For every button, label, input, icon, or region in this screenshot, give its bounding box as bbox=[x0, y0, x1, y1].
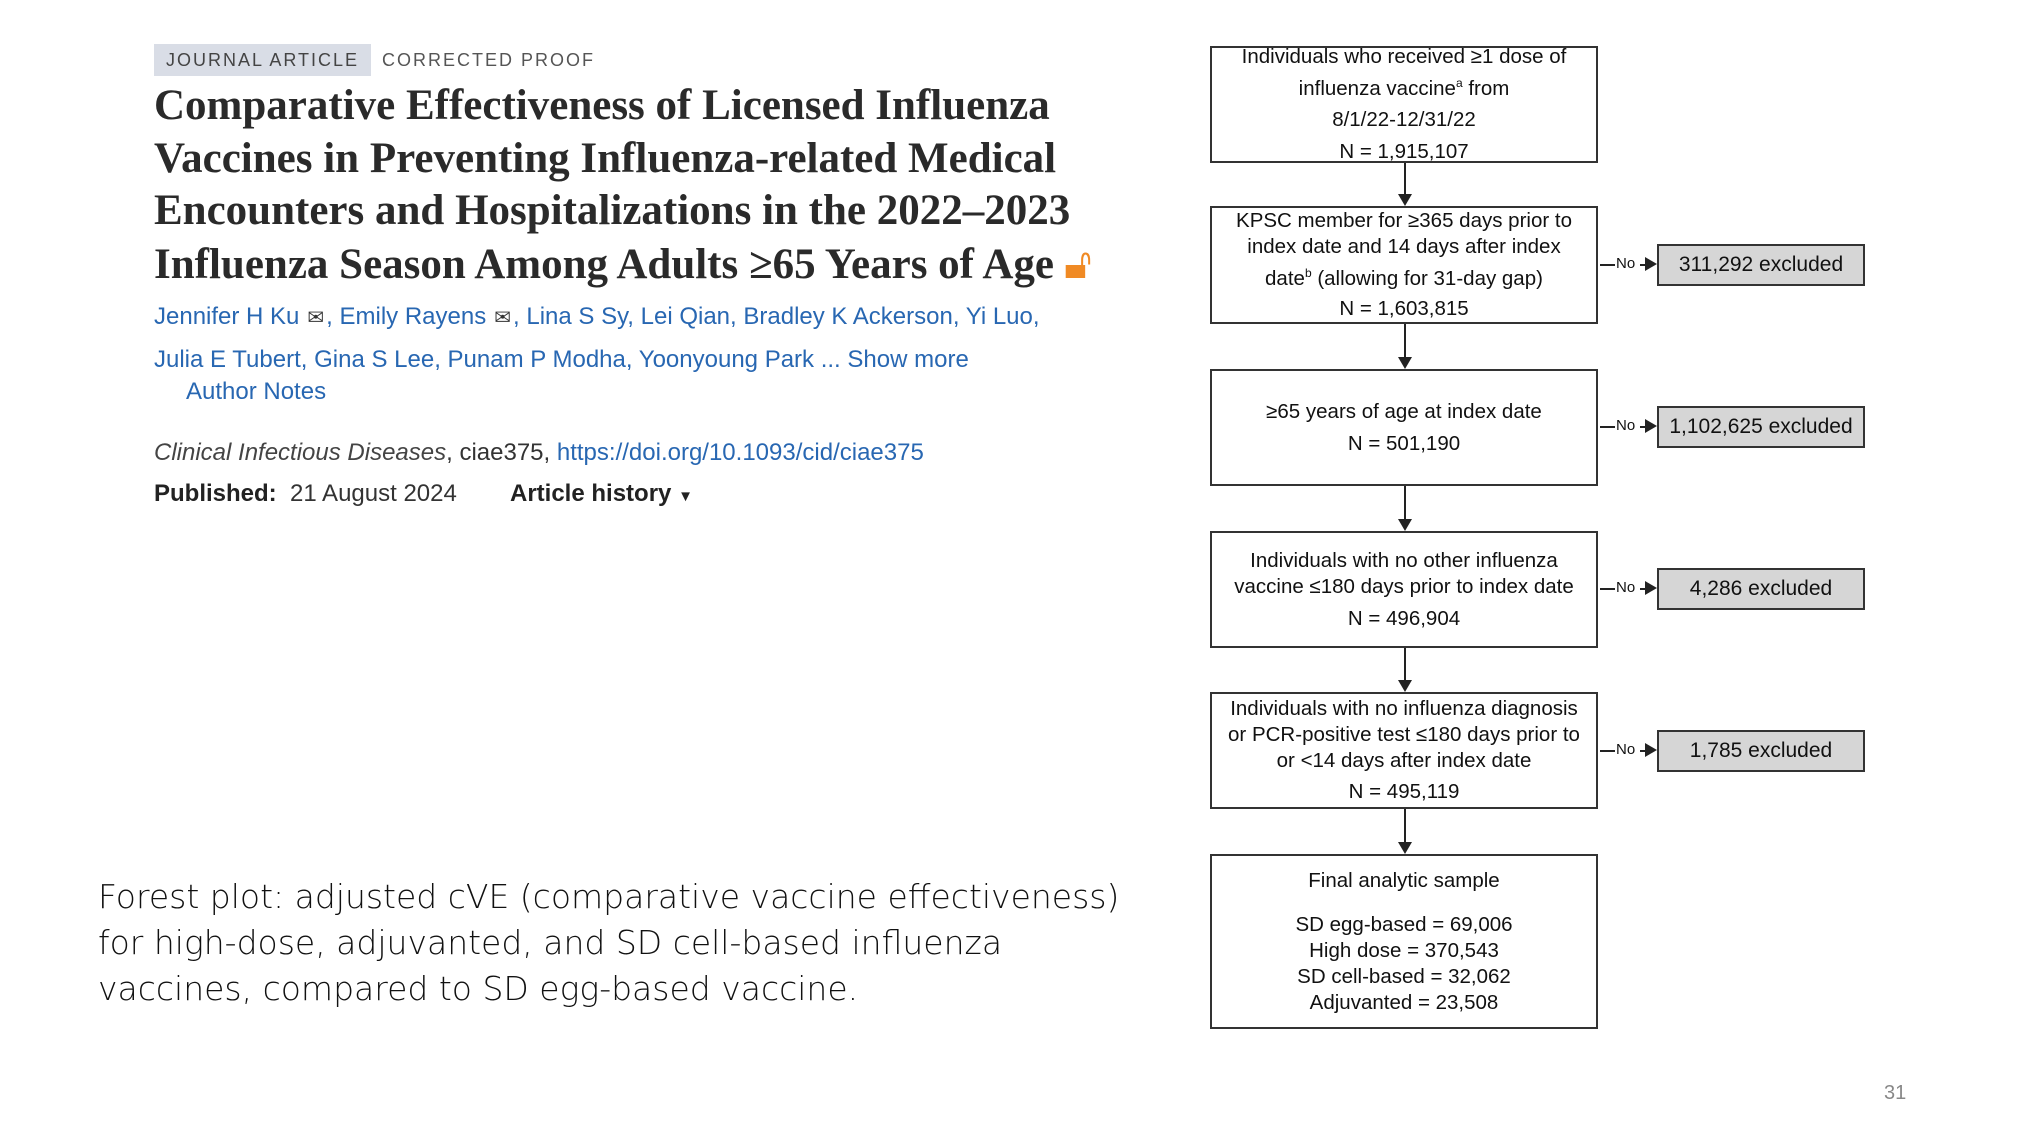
arrow-down-icon bbox=[1398, 194, 1412, 206]
slide-caption: Forest plot: adjusted cVE (comparative vaccine effectiveness) for high-dose, adjuvanted, and SD cell-based influenza vaccines, compared to SD egg-based vaccine. bbox=[98, 877, 1120, 1008]
connector-line bbox=[1404, 486, 1406, 519]
envelope-icon[interactable]: ✉ bbox=[494, 307, 511, 329]
box-text: influenza vaccine$^a$ from bbox=[1298, 75, 1510, 100]
no-connector: No bbox=[1600, 416, 1657, 436]
author-link[interactable]: Lei Qian bbox=[640, 303, 731, 330]
no-connector: No bbox=[1600, 740, 1657, 760]
author-link[interactable]: Jennifer H Ku bbox=[154, 303, 300, 330]
arrow-right-icon bbox=[1645, 743, 1657, 757]
title-line: Encounters and Hospitalizations in the 2022–2023 bbox=[154, 187, 1071, 234]
box-count: N = 495,119 bbox=[1348, 780, 1460, 803]
arrow-right-icon bbox=[1645, 419, 1657, 433]
article-id: , ciae375, bbox=[446, 439, 557, 466]
author-link[interactable]: Julia E Tubert bbox=[154, 346, 301, 373]
excluded-box: 1,102,625 excluded bbox=[1657, 406, 1865, 448]
author-notes-link[interactable]: Author Notes bbox=[186, 378, 327, 405]
connector-line bbox=[1404, 324, 1406, 357]
page-number: 31 bbox=[1884, 1082, 1907, 1104]
box-text: index date and 14 days after index bbox=[1247, 234, 1561, 258]
author-list: Jennifer H Ku ✉, Emily Rayens ✉, Lina S Sy, Lei Qian, Bradley K Ackerson, Yi Luo, Julia E Tubert, Gina S Lee, Punam P Modha, Yoonyoung Park ... Show more bbox=[154, 303, 1040, 373]
box-count: N = 1,603,815 bbox=[1339, 297, 1469, 321]
box-text: 8/1/22-12/31/22 bbox=[1332, 108, 1476, 132]
flow-box-membership bbox=[1210, 206, 1598, 324]
open-access-lock-icon: 🔓︎ bbox=[1064, 238, 1092, 289]
journal-name: Clinical Infectious Diseases bbox=[154, 439, 447, 466]
article-history-label: Article history bbox=[510, 480, 672, 507]
author-link[interactable]: Bradley K Ackerson bbox=[743, 303, 953, 330]
doi-link[interactable]: https://doi.org/10.1093/cid/ciae375 bbox=[556, 439, 924, 466]
box-text: KPSC member for ≥365 days prior to bbox=[1236, 208, 1572, 232]
author-link[interactable]: Lina S Sy bbox=[526, 303, 628, 330]
box-text: SD egg-based = 69,006 bbox=[1295, 912, 1513, 936]
box-count: N = 501,190 bbox=[1347, 431, 1461, 455]
box-count: N = 496,904 bbox=[1347, 606, 1461, 630]
box-count: N = 1,915,107 bbox=[1339, 140, 1469, 164]
box-text: Adjuvanted = 23,508 bbox=[1309, 990, 1499, 1014]
box-text: High dose = 370,543 bbox=[1309, 938, 1499, 962]
envelope-icon[interactable]: ✉ bbox=[307, 307, 325, 329]
box-text: or <14 days after index date bbox=[1276, 749, 1532, 772]
box-text: ≥65 years of age at index date bbox=[1266, 399, 1542, 423]
flow-box-age bbox=[1210, 369, 1598, 486]
published-date: 21 August 2024 bbox=[290, 480, 457, 507]
no-connector: No bbox=[1600, 578, 1657, 598]
author-link[interactable]: Yi Luo bbox=[965, 303, 1033, 330]
arrow-down-icon bbox=[1398, 357, 1412, 369]
box-text: or PCR-positive test ≤180 days prior to bbox=[1228, 723, 1580, 746]
arrow-down-icon bbox=[1398, 519, 1412, 531]
arrow-right-icon bbox=[1645, 581, 1657, 595]
box-text: Individuals with no influenza diagnosis bbox=[1230, 697, 1578, 720]
no-connector: No bbox=[1600, 254, 1657, 274]
article-title bbox=[154, 80, 1154, 291]
author-link[interactable]: Yoonyoung Park bbox=[638, 346, 815, 373]
excluded-box: 4,286 excluded bbox=[1657, 568, 1865, 610]
published-info bbox=[154, 480, 457, 508]
box-text: SD cell-based = 32,062 bbox=[1297, 964, 1511, 988]
flow-box-no-diagnosis bbox=[1210, 692, 1598, 809]
box-text: Individuals who received ≥1 dose of bbox=[1241, 44, 1567, 68]
box-title: Final analytic sample bbox=[1308, 868, 1500, 892]
excluded-box: 1,785 excluded bbox=[1657, 730, 1865, 772]
article-history-dropdown[interactable] bbox=[510, 480, 693, 508]
excluded-box: 311,292 excluded bbox=[1657, 244, 1865, 286]
title-line: Influenza Season Among Adults ≥65 Years of Age bbox=[154, 240, 1055, 288]
connector-line bbox=[1404, 809, 1406, 842]
caret-down-icon: ▼ bbox=[678, 488, 693, 505]
published-label: Published: bbox=[154, 480, 277, 507]
connector-line bbox=[1404, 163, 1406, 195]
author-link[interactable]: Punam P Modha bbox=[447, 346, 626, 373]
arrow-right-icon bbox=[1645, 257, 1657, 271]
author-link[interactable]: Gina S Lee bbox=[314, 346, 435, 373]
flow-box-no-other-vaccine bbox=[1210, 531, 1598, 648]
arrow-down-icon bbox=[1398, 842, 1412, 854]
box-text: date$^b$ (allowing for 31-day gap) bbox=[1265, 265, 1543, 290]
corrected-proof-tag: CORRECTED PROOF bbox=[382, 50, 596, 70]
title-line: Comparative Effectiveness of Licensed Influenza bbox=[154, 82, 1050, 129]
arrow-down-icon bbox=[1398, 680, 1412, 692]
author-link[interactable]: Emily Rayens bbox=[339, 303, 487, 330]
box-text: Individuals with no other influenza bbox=[1250, 548, 1558, 572]
flow-box-initial bbox=[1210, 46, 1598, 163]
ellipsis: ... bbox=[820, 346, 841, 373]
show-more-link[interactable]: Show more bbox=[847, 346, 969, 373]
box-text: vaccine ≤180 days prior to index date bbox=[1234, 574, 1574, 598]
connector-line bbox=[1404, 648, 1406, 680]
citation-line bbox=[154, 439, 924, 467]
flow-box-final-sample bbox=[1210, 854, 1598, 1029]
journal-article-tag: JOURNAL ARTICLE bbox=[154, 44, 371, 76]
title-line: Vaccines in Preventing Influenza-related Medical bbox=[154, 134, 1057, 182]
